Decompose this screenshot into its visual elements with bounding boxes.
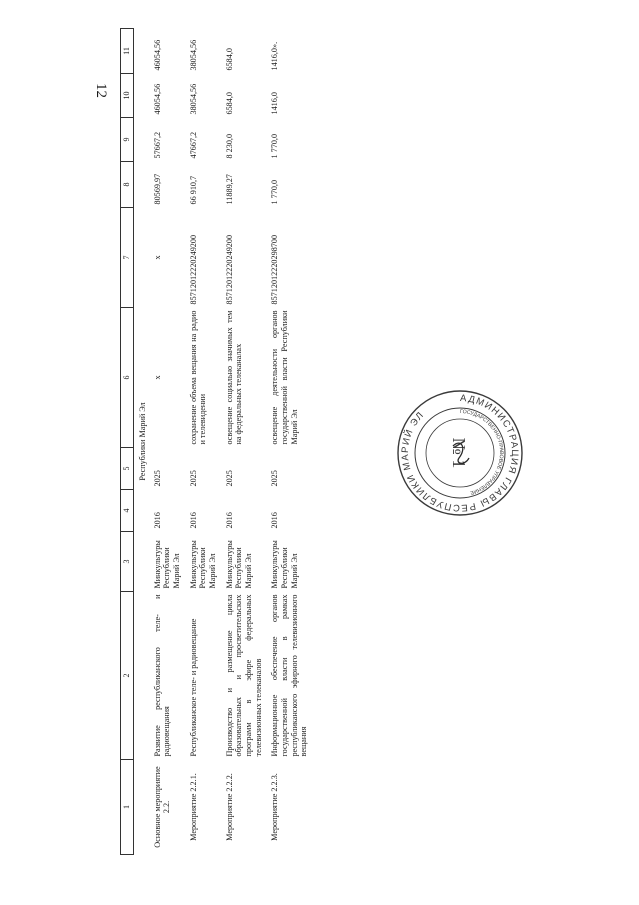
cell-start-year: 2016 (270, 512, 280, 529)
cell-value: 47667,2 (188, 131, 198, 159)
cell-activity-name: Информационное обеспечение органов государственной власти в рамках республиканского эфирного телевизионного вещания (270, 594, 309, 757)
column-header: 9 (121, 118, 134, 162)
section-header: Республики Марий Эл (138, 402, 147, 481)
column-header: 5 (121, 448, 134, 490)
stamp-outer-text: АДМИНИСТРАЦИЯ ГЛАВЫ РЕСПУБЛИКИ МАРИЙ ЭЛ (399, 392, 521, 514)
section-header-row (134, 29, 150, 855)
cell-end-year: 2025 (224, 470, 234, 487)
page-number: 12 (93, 83, 109, 98)
column-header: 11 (121, 29, 134, 74)
cell-activity-name: Развитие республиканского теле- и радиовещания (152, 594, 172, 757)
cell-value: 1 770,0 (270, 179, 280, 205)
cell-value: 6584,0 (224, 91, 234, 115)
column-header: 1 (121, 760, 134, 855)
cell-value: 80569,97 (152, 173, 162, 205)
cell-budget-code: 85712012220249200 (188, 234, 198, 305)
cell-value: 57667,2 (152, 131, 162, 159)
cell-value: 46054,56 (152, 83, 162, 115)
cell-activity-id: Мероприятие 2.2.3. (270, 773, 280, 841)
cell-value: 66 910,7 (188, 175, 198, 205)
cell-activity-id: Основное мероприятие 2.2. (152, 766, 172, 848)
column-header: 10 (121, 74, 134, 118)
cell-executor: Минкультуры Республики Марий Эл (188, 540, 218, 589)
official-stamp (395, 388, 525, 518)
cell-value: 6584,0 (224, 47, 234, 71)
cell-start-year: 2016 (152, 512, 162, 529)
column-header: 2 (121, 592, 134, 760)
cell-executor: Минкультуры Республики Марий Эл (152, 540, 182, 589)
cell-result: х (152, 375, 162, 380)
cell-value: 38054,56 (188, 39, 198, 71)
column-header: 8 (121, 162, 134, 208)
cell-activity-id: Мероприятие 2.2.2. (224, 773, 234, 841)
program-activities-table (120, 28, 313, 855)
column-header: 3 (121, 532, 134, 592)
stamp-inner-text: ГОСУДАРСТВЕННО-ПРАВОВОЕ УПРАВЛЕНИЕ (459, 408, 505, 496)
cell-budget-code: х (152, 255, 162, 260)
column-header: 4 (121, 490, 134, 532)
stamp-number: № 1 (449, 437, 469, 469)
cell-value: 11889,27 (224, 174, 234, 205)
cell-budget-code: 85712012220298700 (270, 234, 280, 305)
cell-result: освещение социально значимых тем на федеральных телеканалах (224, 310, 244, 445)
cell-value: 1416,0 (270, 91, 280, 115)
cell-value: 38054,56 (188, 83, 198, 115)
cell-value: 8 230,0 (224, 133, 234, 159)
column-header: 6 (121, 308, 134, 448)
cell-result: освещение деятельности органов государственной власти Республики Марий Эл (270, 310, 299, 445)
cell-result: сохранение объема вещания на радио и телевидении (188, 310, 208, 445)
cell-value: 46054,56 (152, 39, 162, 71)
cell-value: 1 770,0 (270, 133, 280, 159)
cell-end-year: 2025 (188, 470, 198, 487)
table-row (267, 29, 313, 855)
cell-executor: Минкультуры Республики Марий Эл (224, 540, 254, 589)
table-row (150, 29, 186, 855)
cell-executor: Минкультуры Республики Марий Эл (270, 540, 299, 589)
column-number-row (121, 29, 134, 855)
cell-budget-code: 85712012220249200 (224, 234, 234, 305)
cell-start-year: 2016 (224, 512, 234, 529)
cell-end-year: 2025 (152, 470, 162, 487)
column-header: 7 (121, 208, 134, 308)
table-row (222, 29, 268, 855)
cell-end-year: 2025 (270, 470, 280, 487)
cell-value: 1416,0». (270, 41, 280, 71)
cell-start-year: 2016 (188, 512, 198, 529)
cell-activity-id: Мероприятие 2.2.1. (188, 773, 198, 841)
cell-activity-name: Производство и размещение цикла образовательных и просветительских программ в эфире федеральных телевизионных телеканалов (224, 594, 263, 757)
table-row (186, 29, 222, 855)
cell-activity-name: Республиканское теле- и радиовещание (188, 618, 198, 757)
